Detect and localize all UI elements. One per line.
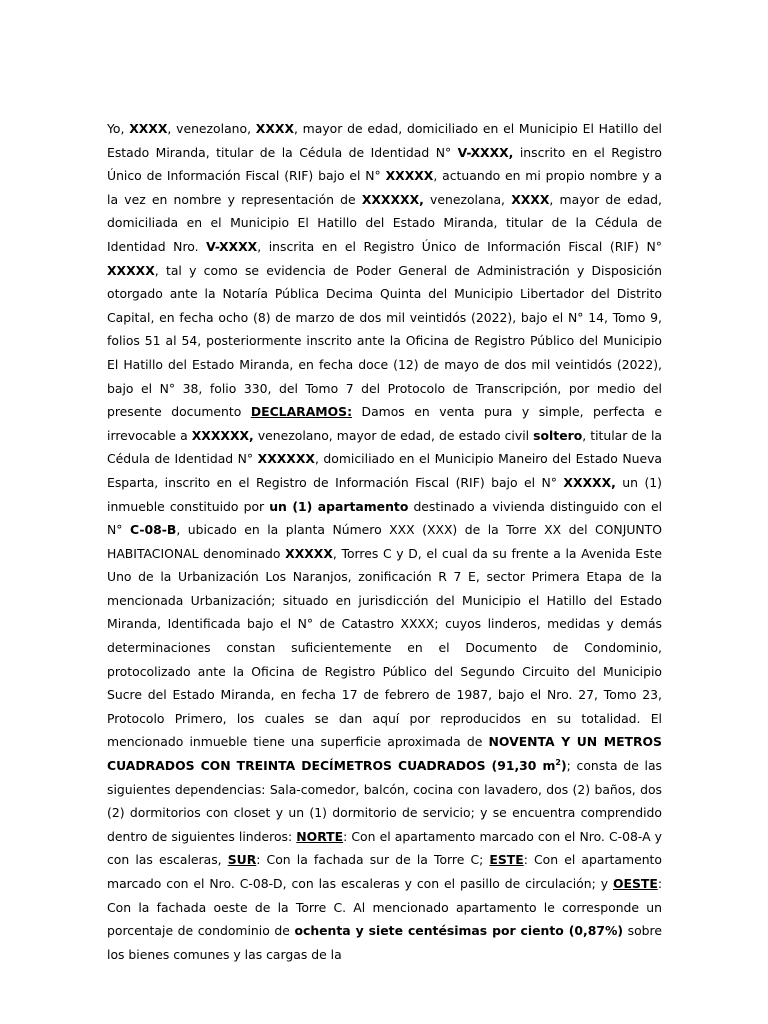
text-run: inscrito en el Registro Único de Información Fiscal (RIF) bajo el N°	[107, 144, 662, 184]
underlined-heading-text: SUR	[227, 852, 257, 868]
text-run: destinado a vivienda distinguido con el N°	[107, 498, 663, 538]
bold-text-run: un (1) apartamento	[269, 498, 409, 514]
underlined-heading-text: NORTE	[296, 828, 344, 844]
text-run: Yo,	[107, 121, 130, 136]
bold-text-run: XXXX	[255, 121, 294, 136]
underlined-heading-text: OESTE	[612, 876, 658, 891]
underlined-heading-text: DECLARAMOS:	[250, 404, 353, 420]
text-run: : Con el apartamento marcado con el Nro. C-08-D, con las escaleras y con el pasillo de circulación; y	[107, 852, 662, 891]
bold-text-run: )	[560, 758, 567, 774]
bold-text-run: V-XXXX,	[457, 144, 514, 160]
text-run: , tal y como se evidencia de Poder General de Administración y Disposición otorgado ante la Notaría Pública Decima Quinta del Municipio Libertador del Distrito Capital, en fecha ocho (8) de marzo de dos mil veintidós (2022), bajo el N° 14, Tomo 9, folios 51 al 54, posteriormente inscrito ante la Oficina de Registro Público del Municipio El Hatillo del Estado Miranda, en fecha doce (12) de mayo de dos mil veintidós (2022), bajo el N° 38, folio 330, del Tomo 7 del Protocolo de Transcripción, por medio del presente documento	[107, 262, 662, 420]
text-run: venezolano, mayor de edad, de estado civil	[253, 427, 534, 443]
bold-text-run: XXXXXX,	[191, 427, 254, 443]
text-run: , venezolano,	[167, 121, 256, 136]
bold-text-run: XXXXX	[107, 262, 155, 278]
text-run: Damos en venta pura y simple, perfecta e irrevocable a	[107, 404, 663, 443]
bold-text-run: XXXXX	[385, 168, 434, 184]
bold-text-run: XXXX	[129, 121, 168, 136]
underlined-heading-text: ESTE	[489, 852, 524, 868]
text-run: : Con el apartamento marcado con el Nro. C-08-A y con las escaleras,	[107, 828, 663, 868]
text-run: : Con la fachada oeste de la Torre C. Al mencionado apartamento le corresponde un porcentaje de condominio de	[107, 876, 662, 939]
text-run: , domiciliado en el Municipio Maneiro del Estado Nueva Esparta, inscrito en el Registro de Información Fiscal (RIF) bajo el N°	[107, 451, 663, 490]
superscript-text: 2	[555, 757, 561, 767]
bold-text-run: ochenta y siete centésimas por ciento (0,87%)	[294, 923, 624, 939]
text-run: , mayor de edad, domiciliada en el Municipio El Hatillo del Estado Miranda, titular de la Cédula de Identidad Nro.	[107, 191, 662, 254]
bold-text-run: soltero	[533, 427, 583, 443]
text-run: un (1) inmueble constituido por	[107, 474, 662, 514]
bold-text-run: XXXXX,	[563, 474, 616, 490]
bold-text-run: C-08-B	[129, 522, 177, 538]
bold-text-run: XXXXXX	[257, 451, 315, 467]
text-run: sobre los bienes comunes y las cargas de la	[107, 923, 662, 962]
document-body-paragraph	[107, 117, 662, 966]
text-run: , titular de la Cédula de Identidad N°	[107, 427, 663, 467]
bold-text-run: NOVENTA Y UN METROS CUADRADOS CON TREINTA DECÍMETROS CUADRADOS (91,30 m	[107, 734, 662, 774]
text-run: , inscrita en el Registro Único de Información Fiscal (RIF) N°	[257, 238, 663, 254]
text-run: , Torres C y D, el cual da su frente a la Avenida Este Uno de la Urbanización Los Naranjos, zonificación R 7 E, sector Primera Etapa de la mencionada Urbanización; situado en jurisdicción del Municipio el Hatillo del Estado Miranda, Identificada bajo el N° de Catastro XXXX; cuyos linderos, medidas y demás determinaciones constan suficientemente en el Documento de Condominio, protocolizado ante la Oficina de Registro Público del Segundo Circuito del Municipio Sucre del Estado Miranda, en fecha 17 de febrero de 1987, bajo el Nro. 27, Tomo 23, Protocolo Primero, los cuales se dan aquí por reproducidos en su totalidad. El mencionado inmueble tiene una superficie aproximada de	[107, 545, 663, 750]
text-run: : Con la fachada sur de la Torre C;	[256, 852, 490, 868]
text-run: , mayor de edad, domiciliado en el Municipio El Hatillo del Estado Miranda, titular de la Cédula de Identidad N°	[107, 121, 662, 160]
text-run: venezolana,	[423, 191, 512, 207]
text-run: , ubicado en la planta Número XXX (XXX) de la Torre XX del CONJUNTO HABITACIONAL denominado	[107, 522, 663, 561]
text-run: , actuando en mi propio nombre y a la vez en nombre y representación de	[107, 168, 662, 207]
text-run: ; consta de las siguientes dependencias: Sala-comedor, balcón, cocina con lavadero, dos (2) baños, dos (2) dormitorios con closet y un (1) dormitorio de servicio; y se encuentra comprendido dentro de siguientes linderos:	[107, 758, 663, 844]
bold-text-run: XXXXXX,	[361, 191, 424, 207]
bold-text-run: V-XXXX	[206, 238, 258, 254]
bold-text-run: XXXXX	[285, 545, 333, 561]
bold-text-run: XXXX	[511, 191, 550, 207]
